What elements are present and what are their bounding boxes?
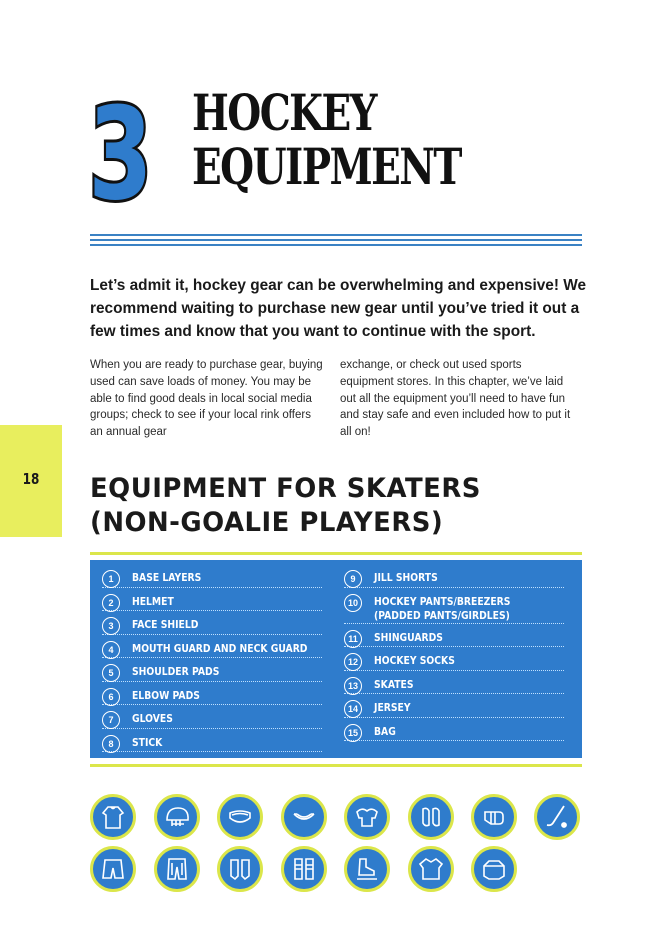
item-label: JILL SHORTS	[374, 571, 438, 584]
skate-icon	[344, 846, 390, 892]
item-label: JERSEY	[374, 701, 411, 714]
item-number: 15	[344, 724, 362, 742]
item-number: 2	[102, 594, 120, 612]
body-column-1: When you are ready to purchase gear, buying used can save loads of money. You may be able to find good deals in local social media groups; check to see if your local rink offers an annual gear	[90, 359, 323, 439]
item-number: 1	[102, 570, 120, 588]
item-label	[374, 594, 534, 623]
item-number: 9	[344, 570, 362, 588]
item-number: 13	[344, 677, 362, 695]
item-number: 14	[344, 700, 362, 718]
item-number: 12	[344, 653, 362, 671]
item-number: 8	[102, 735, 120, 753]
item-number: 6	[102, 688, 120, 706]
chapter-number	[88, 86, 154, 206]
list-item	[102, 594, 322, 612]
list-rule-top	[90, 552, 582, 555]
list-item	[102, 688, 322, 706]
list-item	[344, 700, 564, 718]
face-shield-icon	[217, 794, 263, 840]
helmet-icon	[154, 794, 200, 840]
item-label: HOCKEY SOCKS	[374, 654, 455, 667]
shinguards-icon	[217, 846, 263, 892]
item-label: HELMET	[132, 594, 174, 608]
item-label-line-2: (PADDED PANTS/GIRDLES)	[374, 608, 510, 622]
list-item	[344, 653, 564, 671]
gloves-icon	[471, 794, 517, 840]
item-number: 3	[102, 617, 120, 635]
bag-icon	[471, 846, 517, 892]
section-heading-line-1: EQUIPMENT FOR SKATERS	[90, 473, 481, 504]
jill-shorts-icon	[90, 846, 136, 892]
mouth-guard-icon	[281, 794, 327, 840]
item-label: SHOULDER PADS	[132, 665, 220, 678]
equipment-list-left	[102, 570, 322, 758]
item-label: SHINGUARDS	[374, 630, 443, 644]
chapter-title-line-2: EQUIPMENT	[192, 137, 461, 196]
item-label-line-1: HOCKEY PANTS/BREEZERS	[374, 594, 511, 608]
item-number: 4	[102, 641, 120, 659]
list-item	[102, 664, 322, 682]
body-column-2: exchange, or check out used sports equipment stores. In this chapter, we’ve laid out all the equipment you’ll need to have fun and stay safe and even included how to put it all on!	[340, 359, 571, 439]
item-label: FACE SHIELD	[132, 618, 199, 631]
list-item	[344, 630, 564, 648]
list-item	[102, 641, 322, 659]
list-item	[344, 724, 564, 742]
list-item	[102, 735, 322, 753]
chapter-number-text: 3	[88, 86, 153, 206]
item-number: 7	[102, 711, 120, 729]
elbow-pads-icon	[408, 794, 454, 840]
list-item	[102, 711, 322, 729]
page-number: 18	[22, 470, 40, 488]
item-label: MOUTH GUARD AND NECK GUARD	[132, 641, 308, 655]
item-label: SKATES	[374, 677, 414, 691]
chapter-title	[192, 83, 461, 196]
section-heading-line-2: (NON-GOALIE PLAYERS)	[90, 507, 444, 538]
jersey-icon	[408, 846, 454, 892]
item-label: BAG	[374, 724, 396, 738]
item-label: STICK	[132, 735, 163, 749]
title-rule	[90, 234, 582, 249]
item-label: GLOVES	[132, 712, 173, 725]
chapter-title-line-1: HOCKEY	[192, 83, 376, 142]
item-label: BASE LAYERS	[132, 571, 202, 584]
list-item	[344, 570, 564, 588]
item-label: ELBOW PADS	[132, 688, 200, 702]
list-item	[102, 617, 322, 635]
item-number: 11	[344, 630, 362, 648]
list-item	[344, 594, 564, 624]
item-number: 5	[102, 664, 120, 682]
item-number: 10	[344, 594, 362, 612]
list-rule-bottom	[90, 764, 582, 767]
hockey-pants-icon	[154, 846, 200, 892]
section-heading	[90, 472, 481, 540]
hockey-socks-icon	[281, 846, 327, 892]
stick-icon	[534, 794, 580, 840]
equipment-list-right	[344, 570, 564, 747]
intro-paragraph: Let’s admit it, hockey gear can be overwhelming and expensive! We recommend waiting to purchase new gear until you’ve tried it out a few times and know that you want to continue with the sport.	[90, 277, 587, 340]
shoulder-pads-icon	[344, 794, 390, 840]
base-layer-icon	[90, 794, 136, 840]
list-item	[102, 570, 322, 588]
list-item	[344, 677, 564, 695]
equipment-list	[90, 560, 582, 758]
